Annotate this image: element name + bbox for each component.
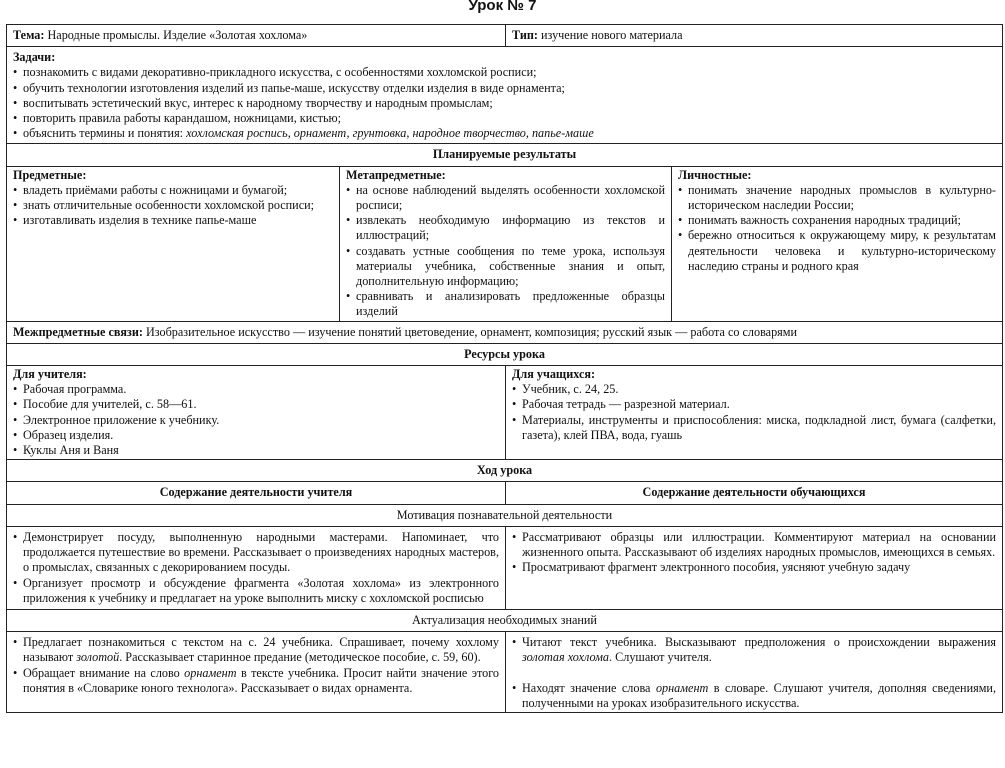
student-resources-label: Для учащихся:: [512, 367, 596, 382]
personal-results-label: Личностные:: [678, 167, 752, 182]
list-item: [512, 681, 996, 711]
task-item: • повторить правила работы карандашом, ножницами, кистью;: [13, 111, 996, 126]
meta-results-cell: [340, 166, 672, 321]
list-item: • Пособие для учителей, с. 58—61.: [13, 397, 499, 412]
subject-results-cell: [7, 166, 340, 321]
interdisciplinary-row: [7, 321, 1003, 343]
page-title: Урок № 7: [468, 0, 537, 14]
meta-results-label: Метапредметные:: [346, 167, 446, 182]
list-item: • извлекать необходимую информацию из текстов и иллюстраций;: [346, 213, 665, 243]
list-item: • владеть приёмами работы с ножницами и бумагой;: [13, 183, 333, 198]
tasks-cell: [7, 47, 1003, 144]
list-item: • Материалы, инструменты и приспособления: миска, подкладной лист, бумага (салфетки, газета), клей ПВА, вода, гуашь: [512, 413, 996, 443]
list-item: [13, 635, 499, 665]
list-item: • Рассматривают образцы или иллюстрации. Комментируют материал на основании жизненного опыта. Рассказывают об изделиях народных промыслов, имеющихся в семьях.: [512, 530, 996, 560]
tasks-label: Задачи:: [13, 50, 56, 65]
topic-value: Народные промыслы. Изделие «Золотая хохлома»: [47, 28, 308, 42]
emphasis: золотая хохлома: [522, 650, 610, 665]
list-item: • создавать устные сообщения по теме урока, используя материалы учебника, собственные знания и опыт, дополнительную информацию;: [346, 244, 665, 290]
list-item: • Учебник, с. 24, 25.: [512, 382, 996, 397]
stage2-row: [7, 632, 1003, 713]
topic-row: [7, 25, 1003, 47]
text-run: в тексте учебника. Просит найти значение этого понятия в «Словарике юного технолога». Рассказывает о видах орнамента.: [23, 665, 499, 695]
list-item: • Рабочая программа.: [13, 382, 499, 397]
list-item: • Куклы Аня и Ваня: [13, 443, 499, 458]
type-label: Тип:: [512, 28, 538, 42]
interdisciplinary-value: Изобразительное искусство — изучение понятий цветоведение, орнамент, композиция; русский язык — работа со словарями: [145, 324, 798, 339]
student-activity-header: Содержание деятельности обучающихся: [506, 482, 1003, 504]
stage2-student-cell: [506, 632, 1003, 713]
list-item: • Электронное приложение к учебнику.: [13, 413, 499, 428]
task-item: • обучить технологии изготовления изделий из папье-маше, искусству отделки изделия в виде орнамента;: [13, 81, 996, 96]
planned-results-header-row: [7, 144, 1003, 166]
personal-results-cell: [672, 166, 1003, 321]
planned-results-header: Планируемые результаты: [7, 144, 1003, 166]
list-item: • Просматривают фрагмент электронного пособия, уясняют учебную задачу: [512, 560, 996, 575]
interdisciplinary-label: Межпредметные связи:: [13, 324, 143, 339]
task-terms: хохломская роспись, орнамент, грунтовка, народное творчество, папье-маше: [186, 126, 594, 141]
task-item: • познакомить с видами декоративно-прикладного искусства, с особенностями хохломской росписи;: [13, 65, 996, 80]
text-run: Обращает внимание на слово: [23, 665, 185, 680]
list-item: • на основе наблюдений выделять особенности хохломской росписи;: [346, 183, 665, 213]
list-item: [13, 666, 499, 696]
emphasis: орнамент: [655, 680, 709, 695]
list-item: • знать отличительные особенности хохломской росписи;: [13, 198, 333, 213]
list-item: • понимать значение народных промыслов в культурно-историческом наследии России;: [678, 183, 996, 213]
text-run: Находят значение слова: [522, 680, 656, 695]
text-run: в словаре. Слушают учителя, дополняя сведениями, полученными на уроках изобразительного искусства.: [522, 680, 996, 710]
interdisciplinary-cell: [7, 321, 1003, 343]
stage1-title-row: [7, 504, 1003, 526]
task-terms-prefix: объяснить термины и понятия:: [23, 126, 187, 141]
emphasis: орнамент: [184, 665, 237, 680]
lesson-plan-table: [6, 24, 1002, 713]
list-item: • изготавливать изделия в технике папье-маше: [13, 213, 333, 228]
teacher-resources-label: Для учителя:: [13, 367, 87, 382]
type-value: изучение нового материала: [540, 28, 683, 42]
stage2-title: Актуализация необходимых знаний: [7, 609, 1003, 631]
list-item: • бережно относиться к окружающему миру, к результатам деятельности человека и культурно-историческому наследию страны и родного края: [678, 228, 996, 274]
text-run: Читают текст учебника. Высказывают предположения о происхождении выражения: [522, 635, 996, 650]
list-item: • Образец изделия.: [13, 428, 499, 443]
resources-header-row: [7, 343, 1003, 365]
stage1-student-cell: [506, 526, 1003, 609]
teacher-activity-header: Содержание деятельности учителя: [7, 482, 506, 504]
task-item: [13, 126, 996, 141]
text-run: . Слушают учителя.: [609, 650, 712, 665]
lesson-flow-header-row: [7, 460, 1003, 482]
lesson-flow-columns-row: [7, 482, 1003, 504]
resources-header: Ресурсы урока: [7, 343, 1003, 365]
resources-row: [7, 366, 1003, 460]
planned-results-row: [7, 166, 1003, 321]
list-item: • сравнивать и анализировать предложенные образцы изделий: [346, 289, 665, 319]
list-item: • понимать важность сохранения народных традиций;: [678, 213, 996, 228]
emphasis: золотой: [76, 650, 120, 665]
task-item: • воспитывать эстетический вкус, интерес к народному творчеству и народным промыслам;: [13, 96, 996, 111]
text-run: Предлагает познакомиться с текстом на с. 24 учебника. Спрашивает, почему хохлому называют: [23, 635, 499, 665]
tasks-list: [13, 65, 996, 141]
student-resources-cell: [506, 366, 1003, 460]
topic-cell: [7, 25, 506, 47]
stage1-row: [7, 526, 1003, 609]
list-item: • Демонстрирует посуду, выполненную народными мастерами. Напоминает, что продолжается путешествие во времени. Рассказывает о произведениях народных мастеров, о промыслах, связанных с декорированием посуды.: [13, 530, 499, 576]
list-item: [512, 635, 996, 665]
tasks-row: [7, 47, 1003, 144]
list-item: • Организует просмотр и обсуждение фрагмента «Золотая хохлома» из электронного приложения к учебнику и предлагает на уроке выполнить миску с хохломской росписью: [13, 576, 499, 606]
stage2-teacher-cell: [7, 632, 506, 713]
stage1-teacher-cell: [7, 526, 506, 609]
subject-results-label: Предметные:: [13, 167, 87, 182]
teacher-resources-cell: [7, 366, 506, 460]
type-cell: [506, 25, 1003, 47]
topic-label: Тема:: [13, 28, 45, 42]
text-run: . Рассказывает старинное предание (методическое пособие, с. 59, 60).: [119, 650, 481, 665]
list-item: • Рабочая тетрадь — разрезной материал.: [512, 397, 996, 412]
stage1-title: Мотивация познавательной деятельности: [7, 504, 1003, 526]
stage2-title-row: [7, 609, 1003, 631]
lesson-flow-header: Ход урока: [7, 460, 1003, 482]
